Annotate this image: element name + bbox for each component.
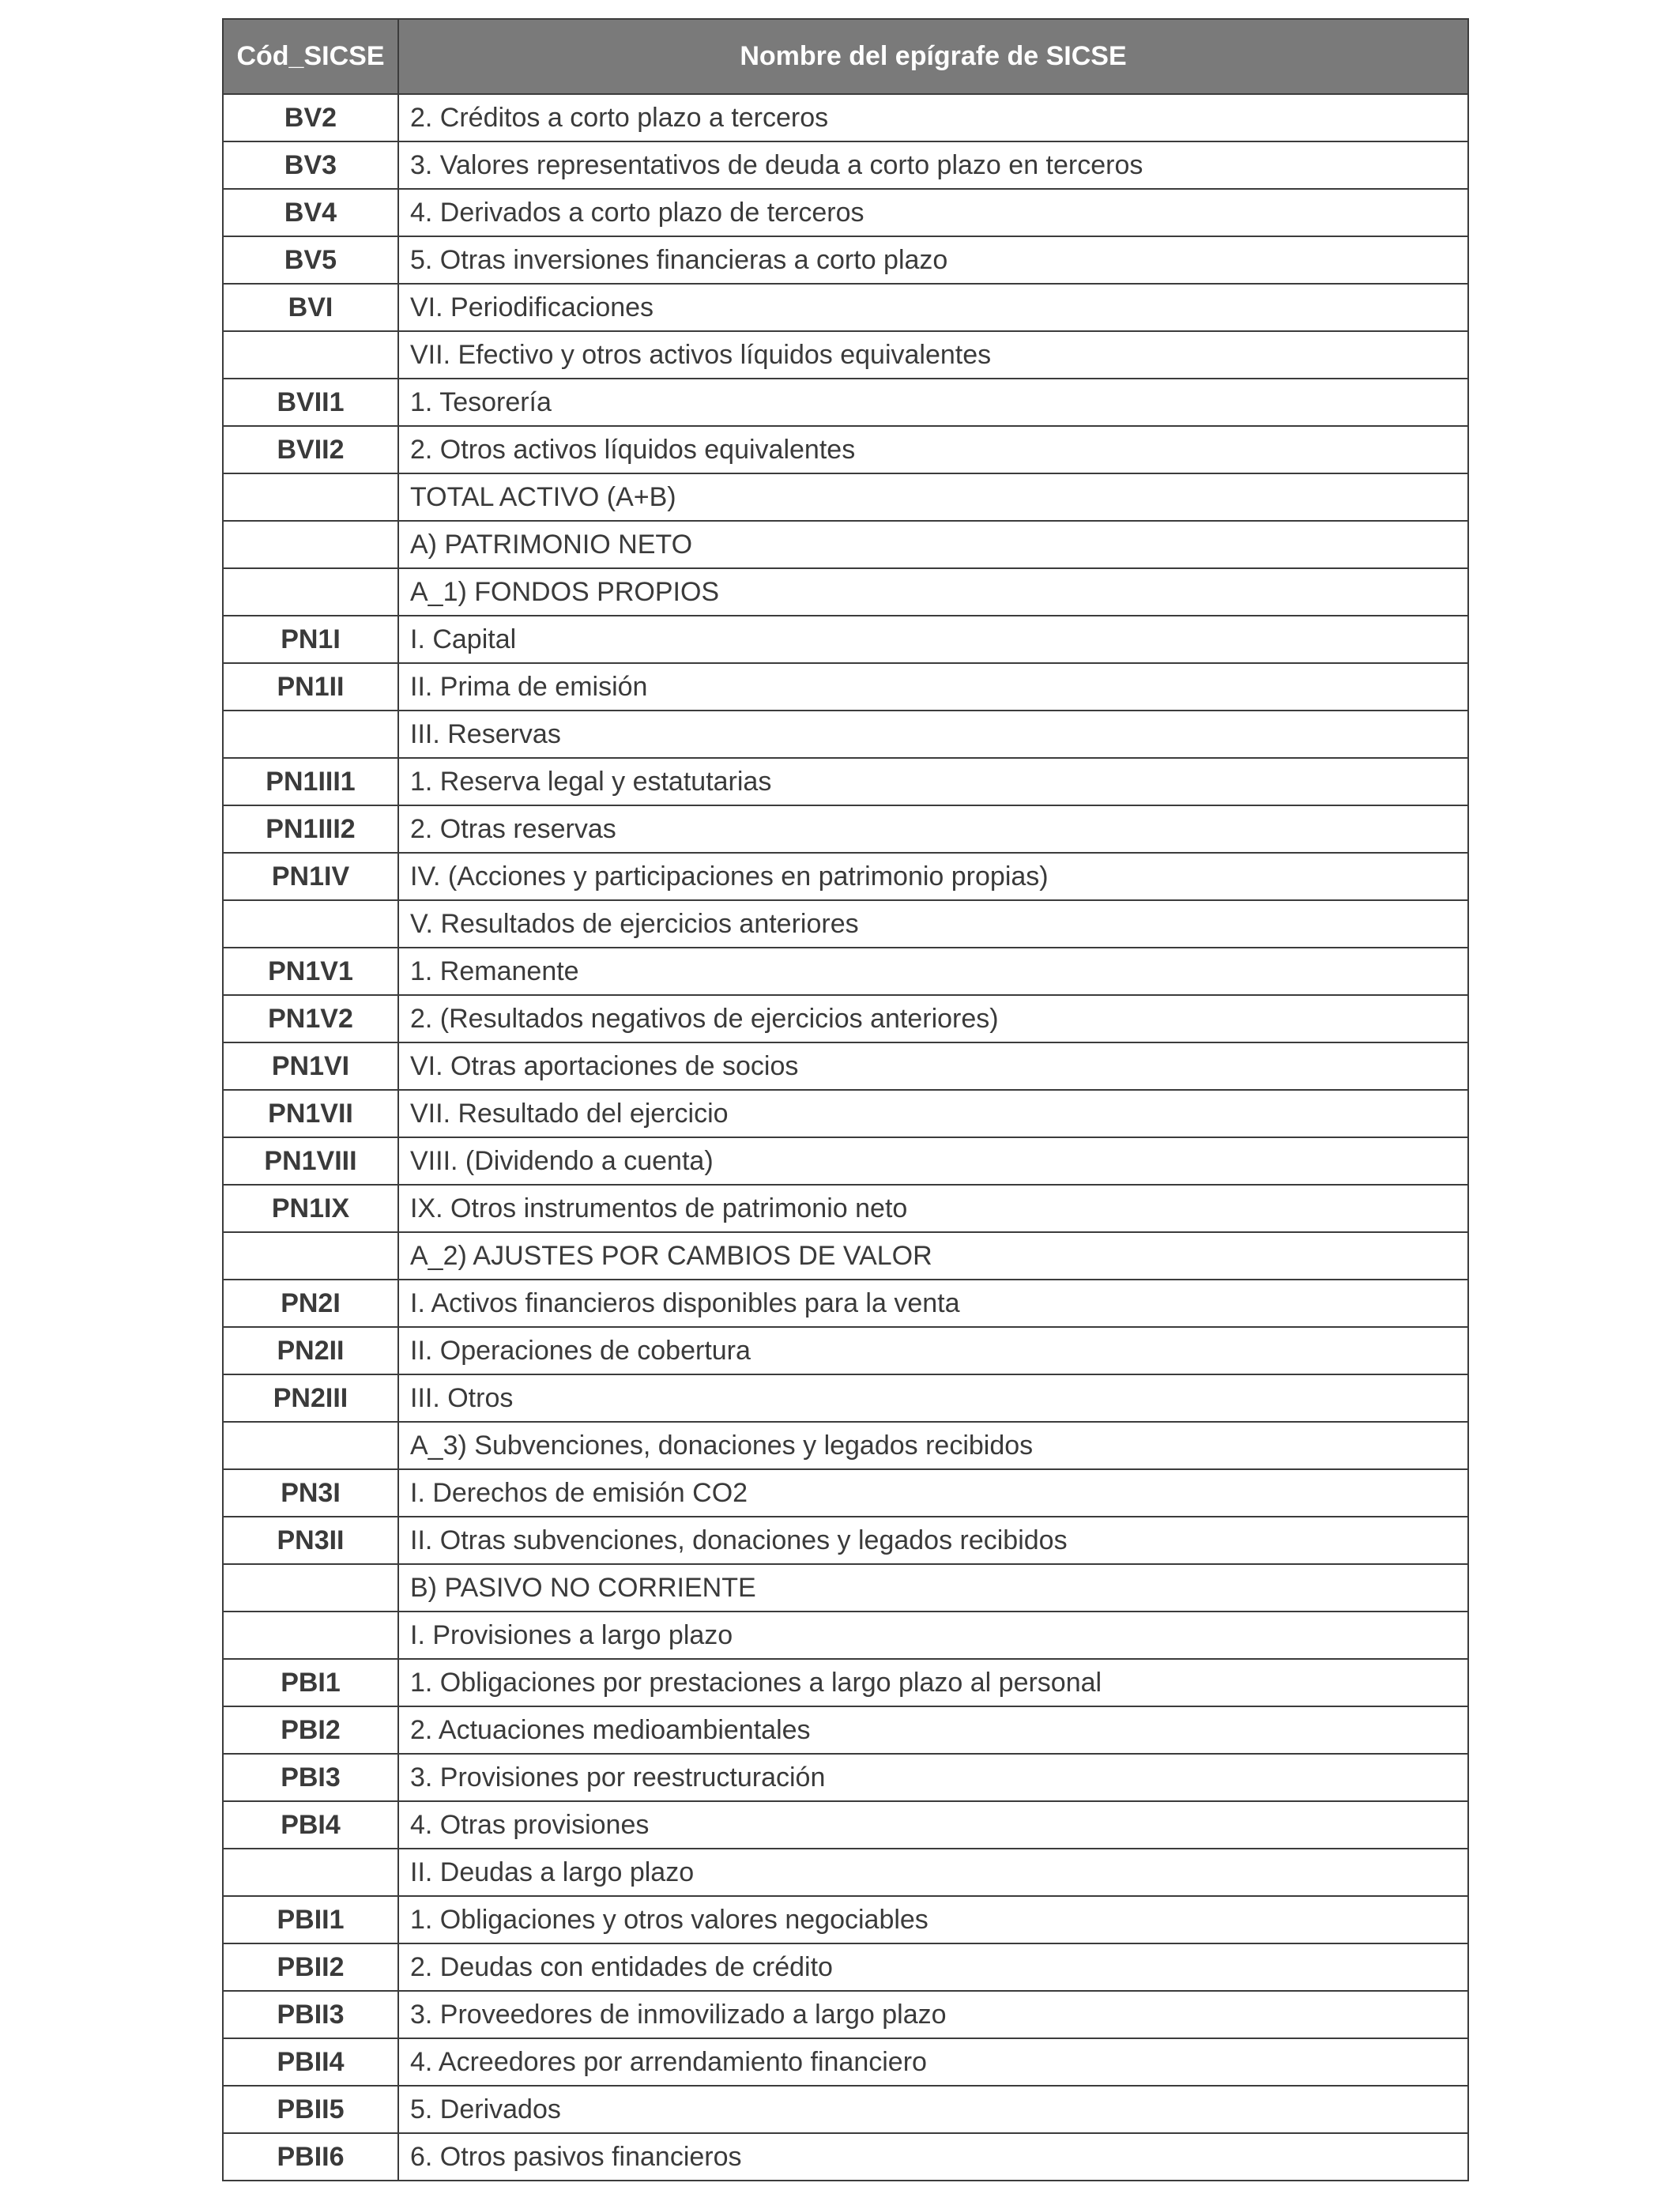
- table-row: [223, 900, 1468, 948]
- row-code: PBII1: [223, 1896, 398, 1943]
- row-name: 2. Actuaciones medioambientales: [398, 1706, 1468, 1754]
- row-code: PBI1: [223, 1659, 398, 1706]
- row-name: 1. Reserva legal y estatutarias: [398, 758, 1468, 805]
- table-row: [223, 853, 1468, 900]
- row-code: BV2: [223, 94, 398, 141]
- row-code: [223, 1849, 398, 1896]
- table-row: [223, 189, 1468, 236]
- row-name: II. Prima de emisión: [398, 663, 1468, 711]
- table-row: [223, 2133, 1468, 2181]
- table-row: [223, 663, 1468, 711]
- row-name: II. Operaciones de cobertura: [398, 1327, 1468, 1374]
- row-code: PN2III: [223, 1374, 398, 1422]
- row-code: PN3II: [223, 1517, 398, 1564]
- row-name: VII. Efectivo y otros activos líquidos equivalentes: [398, 331, 1468, 379]
- table-row: [223, 1374, 1468, 1422]
- row-name: 2. Deudas con entidades de crédito: [398, 1943, 1468, 1991]
- table-row: [223, 805, 1468, 853]
- row-name: I. Activos financieros disponibles para la venta: [398, 1280, 1468, 1327]
- row-name: 1. Remanente: [398, 948, 1468, 995]
- row-name: III. Otros: [398, 1374, 1468, 1422]
- row-code: [223, 1422, 398, 1469]
- table-row: [223, 1849, 1468, 1896]
- table-row: [223, 1801, 1468, 1849]
- table-row: [223, 2038, 1468, 2086]
- table-body: [223, 94, 1468, 2181]
- row-name: I. Provisiones a largo plazo: [398, 1612, 1468, 1659]
- table-row: [223, 616, 1468, 663]
- table-row: [223, 141, 1468, 189]
- row-name: 2. (Resultados negativos de ejercicios anteriores): [398, 995, 1468, 1042]
- table-row: [223, 1422, 1468, 1469]
- table-row: [223, 1754, 1468, 1801]
- table-row: [223, 948, 1468, 995]
- row-name: 3. Proveedores de inmovilizado a largo plazo: [398, 1991, 1468, 2038]
- table-row: [223, 1991, 1468, 2038]
- row-name: 5. Otras inversiones financieras a corto plazo: [398, 236, 1468, 284]
- row-code: PBII2: [223, 1943, 398, 1991]
- row-code: [223, 473, 398, 521]
- table-row: [223, 236, 1468, 284]
- table-header: [223, 19, 1468, 94]
- table-row: [223, 1564, 1468, 1612]
- table-row: [223, 1327, 1468, 1374]
- row-code: PN3I: [223, 1469, 398, 1517]
- table-row: [223, 94, 1468, 141]
- row-name: 1. Tesorería: [398, 379, 1468, 426]
- row-name: VIII. (Dividendo a cuenta): [398, 1137, 1468, 1185]
- table-row: [223, 1896, 1468, 1943]
- row-code: BV3: [223, 141, 398, 189]
- table-row: [223, 1706, 1468, 1754]
- table-row: [223, 1185, 1468, 1232]
- row-name: 3. Provisiones por reestructuración: [398, 1754, 1468, 1801]
- row-code: PBII5: [223, 2086, 398, 2133]
- row-name: 1. Obligaciones y otros valores negociables: [398, 1896, 1468, 1943]
- header-name: Nombre del epígrafe de SICSE: [398, 19, 1468, 94]
- row-name: II. Deudas a largo plazo: [398, 1849, 1468, 1896]
- row-code: BVII1: [223, 379, 398, 426]
- row-code: [223, 521, 398, 568]
- row-code: PN1V1: [223, 948, 398, 995]
- row-code: PN1VII: [223, 1090, 398, 1137]
- table-row: [223, 758, 1468, 805]
- row-name: 5. Derivados: [398, 2086, 1468, 2133]
- row-code: BVI: [223, 284, 398, 331]
- header-row: [223, 19, 1468, 94]
- table-row: [223, 568, 1468, 616]
- table-row: [223, 379, 1468, 426]
- row-code: BV4: [223, 189, 398, 236]
- row-name: I. Capital: [398, 616, 1468, 663]
- row-name: 4. Derivados a corto plazo de terceros: [398, 189, 1468, 236]
- row-name: A_3) Subvenciones, donaciones y legados recibidos: [398, 1422, 1468, 1469]
- row-name: 4. Otras provisiones: [398, 1801, 1468, 1849]
- row-name: II. Otras subvenciones, donaciones y legados recibidos: [398, 1517, 1468, 1564]
- row-code: PN1I: [223, 616, 398, 663]
- table-row: [223, 1232, 1468, 1280]
- row-name: IX. Otros instrumentos de patrimonio neto: [398, 1185, 1468, 1232]
- row-code: PN1VIII: [223, 1137, 398, 1185]
- row-code: PBI4: [223, 1801, 398, 1849]
- row-name: I. Derechos de emisión CO2: [398, 1469, 1468, 1517]
- row-name: TOTAL ACTIVO (A+B): [398, 473, 1468, 521]
- table-row: [223, 1469, 1468, 1517]
- table-row: [223, 284, 1468, 331]
- table-row: [223, 995, 1468, 1042]
- row-code: [223, 1232, 398, 1280]
- row-name: VI. Otras aportaciones de socios: [398, 1042, 1468, 1090]
- table-row: [223, 1612, 1468, 1659]
- row-code: BV5: [223, 236, 398, 284]
- row-name: A_2) AJUSTES POR CAMBIOS DE VALOR: [398, 1232, 1468, 1280]
- row-code: BVII2: [223, 426, 398, 473]
- table-row: [223, 1280, 1468, 1327]
- row-name: V. Resultados de ejercicios anteriores: [398, 900, 1468, 948]
- table-row: [223, 1042, 1468, 1090]
- row-code: [223, 1612, 398, 1659]
- row-code: PBII3: [223, 1991, 398, 2038]
- sicse-table: [222, 18, 1469, 2181]
- row-code: PN2II: [223, 1327, 398, 1374]
- row-name: 2. Otras reservas: [398, 805, 1468, 853]
- table-row: [223, 331, 1468, 379]
- row-name: 2. Créditos a corto plazo a terceros: [398, 94, 1468, 141]
- row-name: IV. (Acciones y participaciones en patrimonio propias): [398, 853, 1468, 900]
- row-code: [223, 1564, 398, 1612]
- table-row: [223, 1137, 1468, 1185]
- row-name: 2. Otros activos líquidos equivalentes: [398, 426, 1468, 473]
- row-code: PN1II: [223, 663, 398, 711]
- table-row: [223, 521, 1468, 568]
- row-code: PBI3: [223, 1754, 398, 1801]
- row-name: A) PATRIMONIO NETO: [398, 521, 1468, 568]
- row-code: PN1IX: [223, 1185, 398, 1232]
- table-row: [223, 473, 1468, 521]
- row-name: 4. Acreedores por arrendamiento financiero: [398, 2038, 1468, 2086]
- row-code: PN1IV: [223, 853, 398, 900]
- row-code: PN1III1: [223, 758, 398, 805]
- row-code: PN1V2: [223, 995, 398, 1042]
- row-name: VI. Periodificaciones: [398, 284, 1468, 331]
- table-row: [223, 1517, 1468, 1564]
- row-code: PBII6: [223, 2133, 398, 2181]
- row-code: [223, 711, 398, 758]
- table-row: [223, 1090, 1468, 1137]
- table-row: [223, 1943, 1468, 1991]
- row-code: [223, 900, 398, 948]
- table-row: [223, 426, 1468, 473]
- header-code: Cód_SICSE: [223, 19, 398, 94]
- row-code: PN2I: [223, 1280, 398, 1327]
- row-code: [223, 568, 398, 616]
- row-code: PBI2: [223, 1706, 398, 1754]
- row-code: [223, 331, 398, 379]
- row-name: 3. Valores representativos de deuda a corto plazo en terceros: [398, 141, 1468, 189]
- row-name: 6. Otros pasivos financieros: [398, 2133, 1468, 2181]
- row-name: VII. Resultado del ejercicio: [398, 1090, 1468, 1137]
- row-code: PN1III2: [223, 805, 398, 853]
- table-row: [223, 2086, 1468, 2133]
- row-name: 1. Obligaciones por prestaciones a largo plazo al personal: [398, 1659, 1468, 1706]
- row-name: A_1) FONDOS PROPIOS: [398, 568, 1468, 616]
- row-name: B) PASIVO NO CORRIENTE: [398, 1564, 1468, 1612]
- table-row: [223, 1659, 1468, 1706]
- row-name: III. Reservas: [398, 711, 1468, 758]
- row-code: PN1VI: [223, 1042, 398, 1090]
- row-code: PBII4: [223, 2038, 398, 2086]
- table-row: [223, 711, 1468, 758]
